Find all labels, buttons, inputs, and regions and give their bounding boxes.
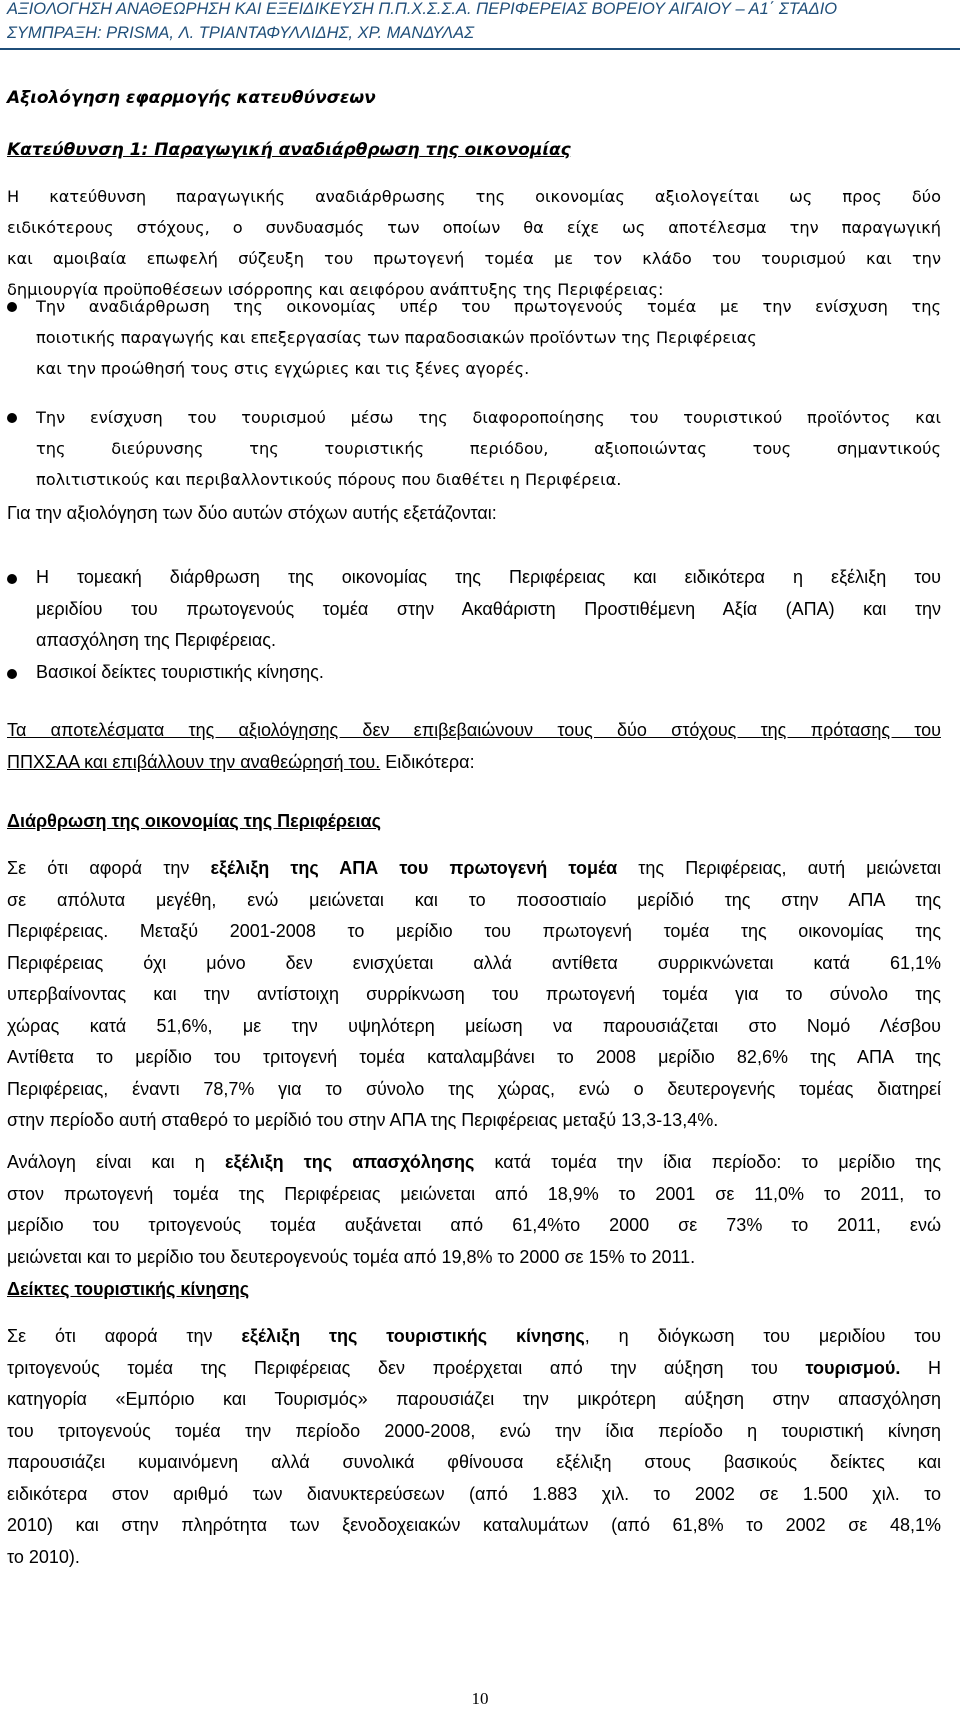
results-line: ΠΠΧΣΑΑ και επιβάλλουν την αναθεώρησή του. Ειδικότερα: — [7, 751, 475, 772]
intro-paragraph — [7, 181, 941, 305]
running-header-line1: ΑΞΙΟΛΟΓΗΣΗ ΑΝΑΘΕΩΡΗΣΗ ΚΑΙ ΕΞΕΙΔΙΚΕΥΣΗ Π.Π.Χ.Σ.Σ.Α. ΠΕΡΙΦΕΡΕΙΑΣ ΒΟΡΕΙΟΥ ΑΙΓΑΙΟΥ – Α1΄ ΣΤΑΔΙΟ — [7, 0, 838, 18]
paragraph-line: Σε ότι αφορά την εξέλιξη της τουριστικής κίνησης, η διόγκωση του μεριδίου του — [7, 1326, 941, 1346]
goal-item — [36, 402, 941, 495]
goal-line: Την αναδιάρθρωση της οικονομίας υπέρ του πρωτογενούς τομέα με την ενίσχυση της — [36, 297, 941, 316]
goal-line: Την ενίσχυση του τουρισμού μέσω της διαφοροποίησης του τουριστικού προϊόντος και — [36, 408, 941, 427]
examined-line: μεριδίου του πρωτογενούς τομέα στην Ακαθάριστη Προστιθέμενη Αξία (ΑΠΑ) και την — [36, 598, 941, 619]
goal-line: της διεύρυνσης της τουριστικής περιόδου, αξιοποιώντας τους σημαντικούς — [36, 439, 941, 458]
examined-item — [36, 657, 941, 689]
page-number: 10 — [471, 1689, 489, 1708]
running-header-line2: ΣΥΜΠΡΑΞΗ: PRISMA, Λ. ΤΡΙΑΝΤΑΦΥΛΛΙΔΗΣ, ΧΡ. ΜΑΝΔΥΛΑΣ — [7, 24, 474, 42]
direction-subtitle: Κατεύθυνση 1: Παραγωγική αναδιάρθρωση της οικονομίας — [7, 140, 571, 160]
employment-paragraph: Ανάλογη είναι και η εξέλιξη της απασχόλησης κατά τομέα την ίδια περίοδο: το μερίδιο της στον πρωτογενή τομέα της Περιφέρειας μειώνεται από 18,9% το 2001 σε 11,0% το 2011, το μερίδιο του τριτογενούς τομέα αυξάνεται από 61,4%το 2000 σε 73% το 2011, ενώ μειώνεται και το μερίδιο του δευτερογενούς τομέα από 19,8% το 2000 σε 15% το 2011. — [7, 1147, 941, 1273]
goal-item — [36, 291, 941, 384]
bullet-icon — [7, 574, 17, 584]
bullet-icon — [7, 413, 17, 423]
section-heading: Δείκτες τουριστικής κίνησης — [7, 1279, 250, 1299]
examined-line: απασχόληση της Περιφέρειας. — [36, 630, 276, 650]
paragraph-line: Σε ότι αφορά την εξέλιξη της ΑΠΑ του πρωτογενή τομέα της Περιφέρειας, αυτή μειώνεται — [7, 858, 941, 878]
results-line: Τα αποτελέσματα της αξιολόγησης δεν επιβεβαιώνουν τους δύο στόχους της πρότασης του — [7, 720, 941, 740]
results-paragraph — [7, 715, 941, 778]
page-title: Αξιολόγηση εφαρμογής κατευθύνσεων — [7, 88, 376, 108]
examined-line: Η τομεακή διάρθρωση της οικονομίας της Περιφέρειας και ειδικότερα η εξέλιξη του — [36, 567, 941, 587]
intro-line: ειδικότερους στόχους, ο συνδυασμός των οποίων θα είχε ως αποτέλεσμα την παραγωγική — [7, 218, 941, 237]
eval-intro: Για την αξιολόγηση των δύο αυτών στόχων αυτής εξετάζονται: — [7, 503, 497, 523]
goal-line: πολιτιστικούς και περιβαλλοντικούς πόρους που διαθέτει η Περιφέρεια. — [36, 470, 622, 489]
bullet-icon — [7, 669, 17, 679]
header-rule — [0, 48, 960, 50]
examined-line: Βασικοί δείκτες τουριστικής κίνησης. — [36, 662, 324, 682]
section-heading: Διάρθρωση της οικονομίας της Περιφέρειας — [7, 811, 381, 831]
tourism-paragraph: Σε ότι αφορά την εξέλιξη της τουριστικής κίνησης, η διόγκωση του μεριδίου του τριτογενούς τομέα της Περιφέρειας δεν προέρχεται από την αύξηση του τουρισμού. Η κατηγορία «Εμπόριο και Τουρισμός» παρουσιάζει την μικρότερη αύξηση στην απασχόληση του τριτογενούς τομέα την περίοδο 2000-2008, ενώ την ίδια περίοδο η τουριστική κίνηση παρουσιάζει κυμαινόμενη αλλά συνολικά φθίνουσα εξέλιξη στους βασικούς δείκτες και ειδικότερα στον αριθμό των διανυκτερεύσεων (από 1.883 χιλ. το 2002 σε 1.500 χιλ. το 2010) και στην πληρότητα των ξενοδοχειακών καταλυμάτων (από 61,8% το 2002 σε 48,1% το 2010). — [7, 1321, 941, 1573]
examined-item — [36, 562, 941, 657]
intro-line: δημιουργία προϋποθέσεων ισόρροπης και αειφόρου ανάπτυξης της Περιφέρειας: — [7, 280, 664, 299]
goal-line: και την προώθησή τους στις εγχώριες και τις ξένες αγορές. — [36, 359, 530, 378]
paragraph-line: Ανάλογη είναι και η εξέλιξη της απασχόλησης κατά τομέα την ίδια περίοδο: το μερίδιο της — [7, 1152, 941, 1172]
paragraph-line: τριτογενούς τομέα της Περιφέρειας δεν προέρχεται από την αύξηση του τουρισμού. Η — [7, 1357, 941, 1378]
apa-paragraph: Σε ότι αφορά την εξέλιξη της ΑΠΑ του πρωτογενή τομέα της Περιφέρειας, αυτή μειώνεται σε απόλυτα μεγέθη, ενώ μειώνεται και το ποσοστιαίο μερίδιό της στην ΑΠΑ της Περιφέρειας. Μεταξύ 2001-2008 το μερίδιο του πρωτογενή τομέα της οικονομίας της Περιφέρειας όχι μόνο δεν ενισχύεται αλλά αντίθετα συρρικνώνεται κατά 61,1% υπερβαίνοντας και την αντίστοιχη συρρίκνωση του πρωτογενή τομέα για το σύνολο της χώρας κατά 51,6%, με την υψηλότερη μείωση να παρουσιάζεται στο Νομό Λέσβου Αντίθετα το μερίδιο του τριτογενή τομέα καταλαμβάνει το 2008 μερίδιο 82,6% της ΑΠΑ της Περιφέρειας, έναντι 78,7% για το σύνολο της χώρας, ενώ ο δευτερογενής τομέας διατηρεί στην περίοδο αυτή σταθερό το μερίδιό του στην ΑΠΑ της Περιφέρειας μεταξύ 13,3-13,4%. — [7, 853, 941, 1137]
intro-line: και αμοιβαία επωφελή σύζευξη του πρωτογενή τομέα με τον κλάδο του τουρισμού και την — [7, 249, 941, 268]
bullet-icon — [7, 302, 17, 312]
intro-line: Η κατεύθυνση παραγωγικής αναδιάρθρωσης της οικονομίας αξιολογείται ως προς δύο — [7, 187, 941, 206]
goal-line: ποιοτικής παραγωγής και επεξεργασίας των παραδοσιακών προϊόντων της Περιφέρειας — [36, 328, 757, 347]
